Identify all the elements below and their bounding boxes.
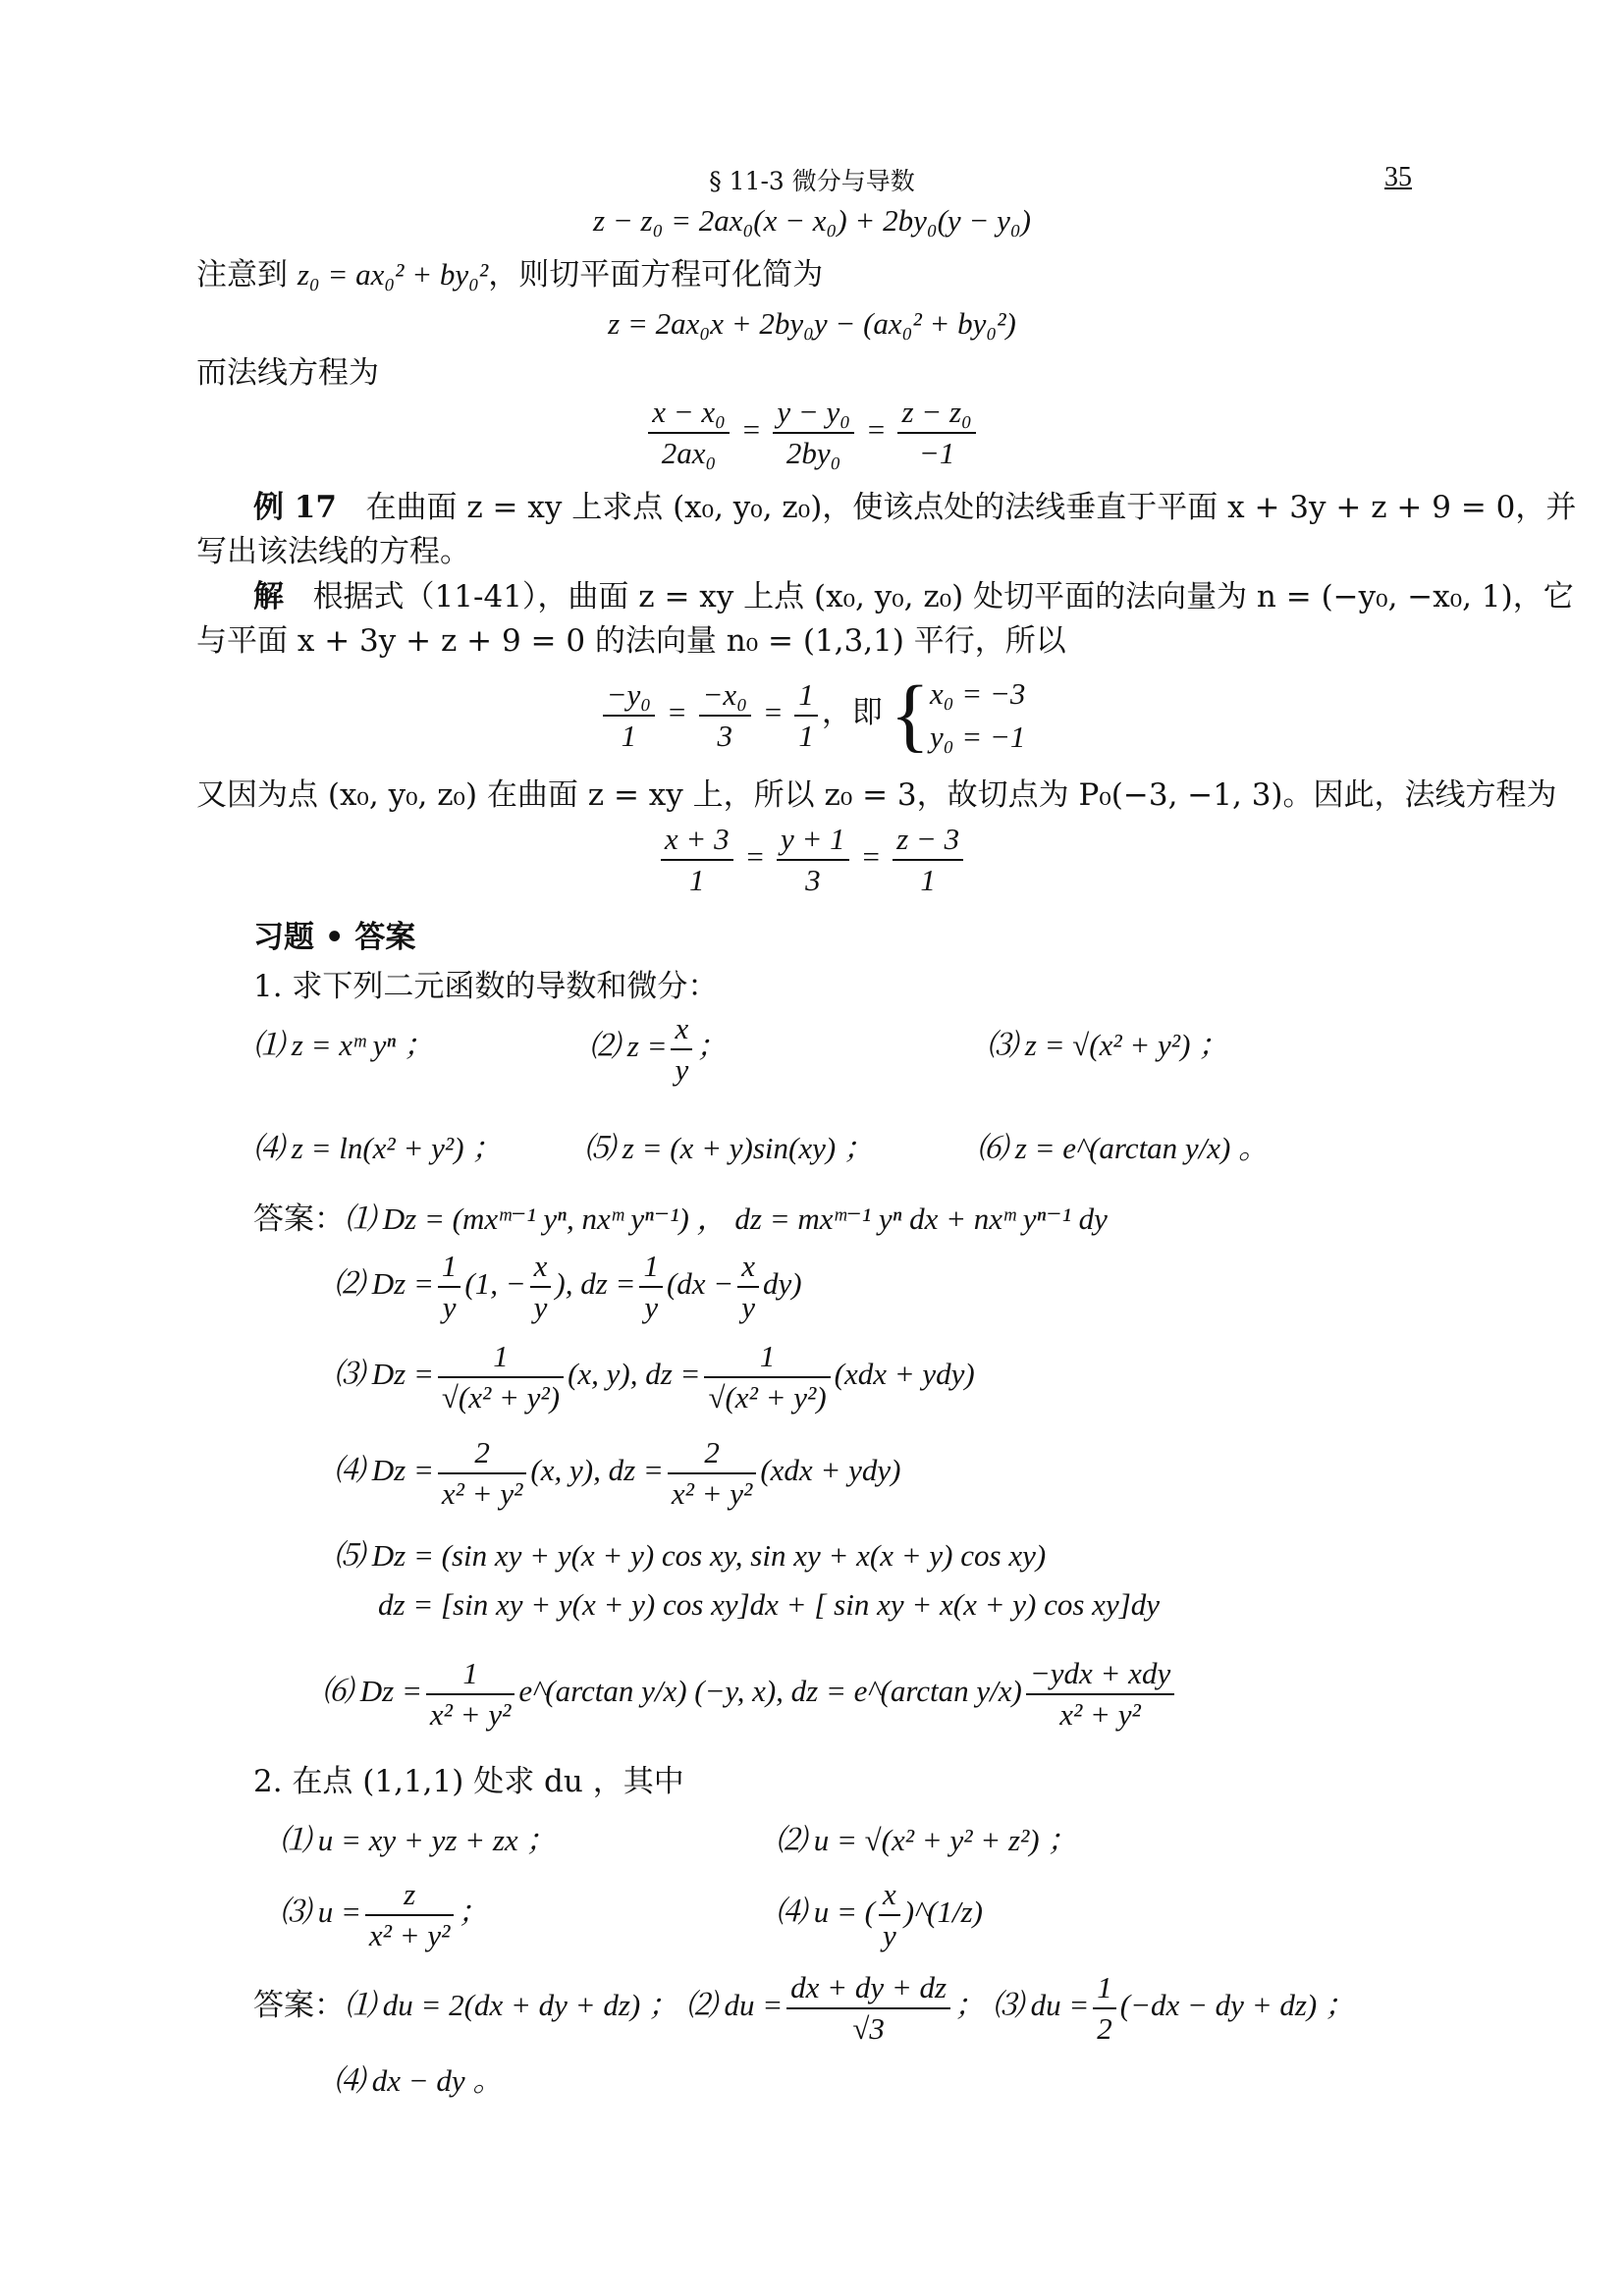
exercises-title: 习题 • 答案 bbox=[253, 920, 416, 955]
q1-item-4: ⑷ z = ln(x² + y²) ； bbox=[253, 1131, 503, 1165]
q1-item-1: ⑴ z = xᵐ yⁿ ； bbox=[253, 1028, 434, 1062]
equation-system: x₀ = −3 y₀ = −1 bbox=[929, 676, 1026, 754]
example-label: 例 17 bbox=[253, 490, 337, 525]
text-line-note bbox=[196, 255, 823, 294]
solution-line-2: 与平面 x + 3y + z + 9 = 0 的法向量 n₀ = (1,3,1) 平行，所以 bbox=[196, 623, 1066, 659]
answer-1-4: ⑷ Dz = $\frac{2}{\text{x² + y²}}$ (x, y), dz = $\frac{2}{\text{x² + y²}}$ (xdx + ydy) bbox=[334, 1435, 901, 1511]
equation-final-normal-line: $\frac{x + 3}{1}$ = $\frac{y + 1}{3}$ = $\frac{z - 3}{1}$ bbox=[0, 820, 1624, 900]
fraction: $\frac{1}{1}$ bbox=[794, 675, 818, 756]
question-1: 1. 求下列二元函数的导数和微分： bbox=[253, 969, 719, 1004]
page-number: 35 bbox=[1384, 162, 1412, 192]
text-fragment: ，则切平面方程可化简为 bbox=[488, 257, 824, 293]
text-line-normal: 而法线方程为 bbox=[196, 355, 379, 391]
fraction: $\frac{\text{z − z₀}}{-1}$ bbox=[897, 393, 975, 473]
q2-item-4: ⑷ u = ( $\frac{x}{y}$ )^(1/z) bbox=[776, 1877, 983, 1952]
answer-1-5a: ⑸ Dz = (sin xy + y(x + y) cos xy, sin xy + x(x + y) cos xy) bbox=[334, 1538, 1047, 1573]
answer-label: 答案： bbox=[253, 1201, 345, 1237]
example-17-cont: 写出该法线的方程。 bbox=[196, 534, 470, 569]
fraction: $\frac{\text{−y₀}}{1}$ bbox=[603, 675, 655, 756]
equation-simplified-plane: z = 2ax₀x + 2by₀y − (ax₀² + by₀²) bbox=[608, 306, 1016, 341]
solution-line-1 bbox=[253, 577, 1574, 616]
q2-item-2: ⑵ u = √(x² + y² + z²) ； bbox=[776, 1823, 1078, 1857]
answer-2-4: ⑷ dx − dy 。 bbox=[334, 2063, 504, 2098]
math-fragment: z₀ = ax₀² + by₀² bbox=[297, 257, 489, 292]
fraction: $\frac{\text{−x₀}}{3}$ bbox=[699, 675, 751, 756]
answer-2: 答案：⑴ du = 2(dx + dy + dz) ； ⑵ du = $\frac{dx + dy + dz}{√3}$ ； ⑶ du = $\frac{1}{2}$ (−dx − dy + dz) ； bbox=[253, 1970, 1356, 2046]
answer-1-2: ⑵ Dz = $\frac{1}{y}$ (1, − $\frac{x}{y}$ ), dz = $\frac{1}{y}$ (dx − $\frac{x}{y}$ dy) bbox=[334, 1249, 802, 1324]
equation-tangent-plane: z − z₀ = 2ax₀(x − x₀) + 2by₀(y − y₀) bbox=[593, 203, 1031, 238]
q2-item-1: ⑴ u = xy + yz + zx ； bbox=[280, 1823, 557, 1857]
q1-item-6: ⑹ z = e^(arctan y/x) 。 bbox=[977, 1131, 1270, 1165]
fraction: $\frac{\text{x − x₀}}{\text{2ax₀}}$ bbox=[648, 393, 730, 473]
equation-proportion-system: $\frac{\text{−y₀}}{1}$ = $\frac{\text{−x₀}}{3}$ = $\frac{1}{1}$ ，即 { x₀ = −3 y₀ = −1 bbox=[0, 672, 1624, 759]
text-fragment: 注意到 bbox=[196, 257, 298, 293]
brace-symbol: { bbox=[890, 669, 930, 761]
fraction: $\frac{x + 3}{1}$ bbox=[661, 820, 733, 900]
fraction: $\frac{y + 1}{3}$ bbox=[777, 820, 849, 900]
answer-1-3: ⑶ Dz = $\frac{1}{\text{√(x² + y²)}}$ (x, y), dz = $\frac{1}{\text{√(x² + y²)}}$ (xdx + ydy) bbox=[334, 1339, 975, 1415]
q1-item-5: ⑸ z = (x + y)sin(xy) ； bbox=[584, 1131, 874, 1165]
running-header: § 11-3 微分与导数 bbox=[709, 167, 915, 195]
answer-1-6: ⑹ Dz = $\frac{1}{\text{x² + y²}}$ e^(arctan y/x) (−y, x), dz = e^(arctan y/x) $\frac{\text{−ydx + xdy}}{\text{x² + y²}}$ bbox=[322, 1654, 1178, 1735]
solution-label: 解 bbox=[253, 579, 284, 614]
example-17 bbox=[253, 488, 1576, 527]
text-fragment: ，即 bbox=[821, 695, 883, 730]
q2-item-3: ⑶ u = $\frac{z}{\text{x² + y²}}$ ； bbox=[280, 1877, 489, 1952]
answer-label: 答案： bbox=[253, 1988, 345, 2023]
math-fragment: ⑴ du = 2(dx + dy + dz) ； bbox=[345, 1988, 678, 2023]
fraction: $\frac{\text{y − y₀}}{\text{2by₀}}$ bbox=[773, 393, 854, 473]
answer-1-1 bbox=[253, 1200, 1108, 1239]
solution-text: 根据式（11-41），曲面 z = xy 上点 (x₀, y₀, z₀) 处切平面的法向量为 n = (−y₀, −x₀, 1)，它 bbox=[312, 579, 1574, 614]
q1-item-3: ⑶ z = √(x² + y²) ； bbox=[987, 1028, 1229, 1062]
question-2: 2. 在点 (1,1,1) 处求 du ，其中 bbox=[253, 1764, 684, 1799]
solution-line-3: 又因为点 (x₀, y₀, z₀) 在曲面 z = xy 上，所以 z₀ = 3，故切点为 P₀(−3, −1, 3)。因此，法线方程为 bbox=[196, 777, 1557, 813]
equation-normal-line: $\frac{\text{x − x₀}}{\text{2ax₀}}$ = $\frac{\text{y − y₀}}{\text{2by₀}}$ = $\frac{\text{z − z₀}}{-1}$ bbox=[0, 393, 1624, 473]
math-fragment: ⑴ Dz = (mxᵐ⁻¹ yⁿ, nxᵐ yⁿ⁻¹) ， dz = mxᵐ⁻¹ yⁿ dx + nxᵐ yⁿ⁻¹ dy bbox=[345, 1201, 1108, 1236]
example-text: 在曲面 z = xy 上求点 (x₀, y₀, z₀)，使该点处的法线垂直于平面 x + 3y + z + 9 = 0，并 bbox=[365, 490, 1577, 525]
q1-item-2: ⑵ z = $\frac{x}{y}$ ； bbox=[589, 1011, 728, 1087]
answer-1-5b: dz = [sin xy + y(x + y) cos xy]dx + [ sin xy + x(x + y) cos xy]dy bbox=[378, 1587, 1161, 1622]
fraction: $\frac{z - 3}{1}$ bbox=[893, 820, 963, 900]
